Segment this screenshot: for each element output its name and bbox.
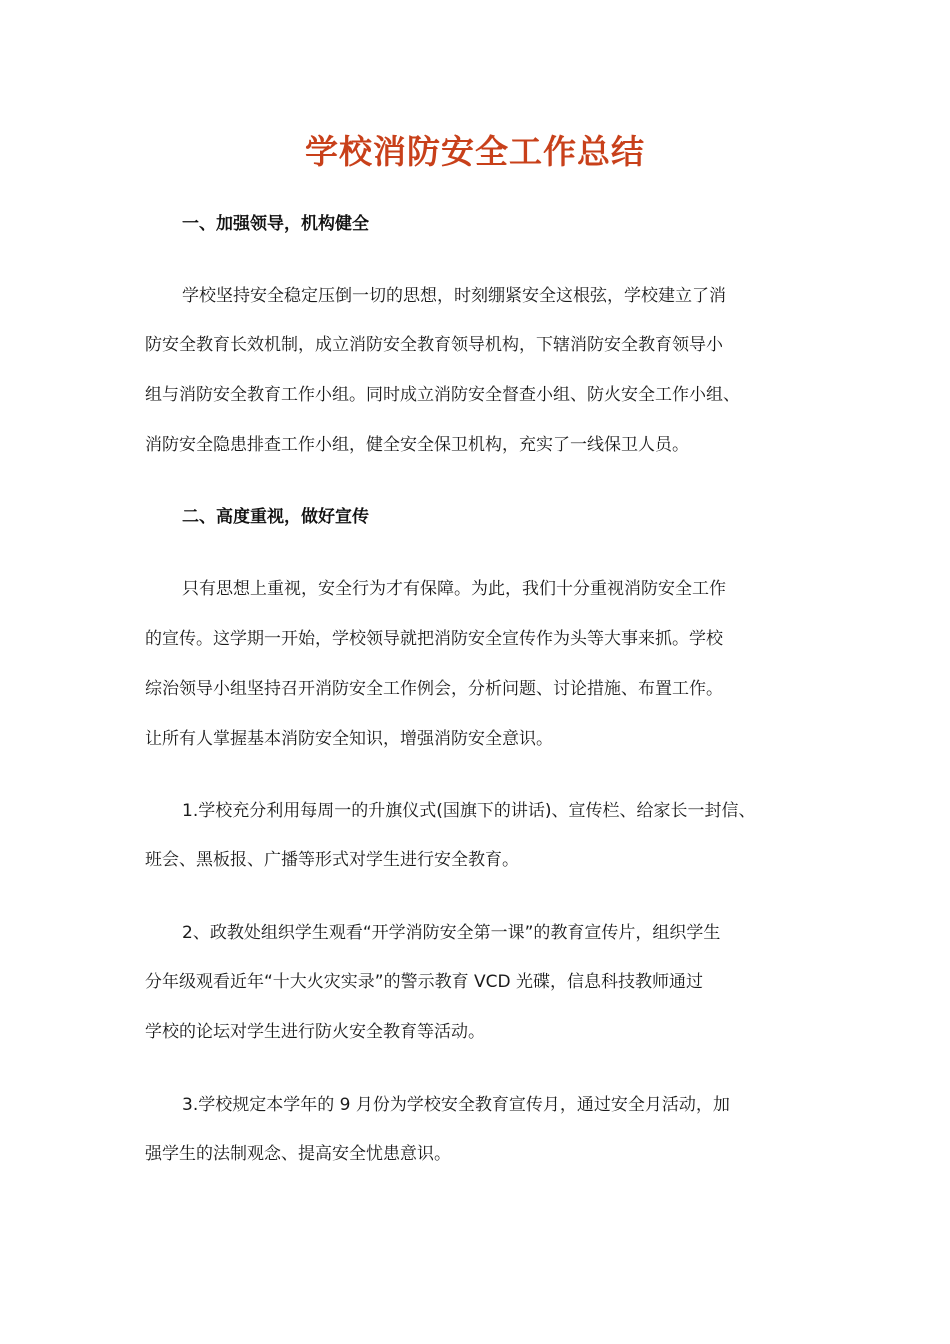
paragraph-line: 消防安全隐患排查工作小组，健全安全保卫机构，充实了一线保卫人员。 [145,435,689,455]
list-item-line: 强学生的法制观念、提高安全忧患意识。 [145,1144,451,1164]
paragraph-line: 组与消防安全教育工作小组。同时成立消防安全督查小组、防火安全工作小组、 [145,385,740,405]
list-item-line: 分年级观看近年“十大火灾实录”的警示教育 VCD 光碟，信息科技教师通过 [145,972,704,992]
paragraph-line: 只有思想上重视，安全行为才有保障。为此，我们十分重视消防安全工作 [182,579,726,599]
paragraph-line: 学校坚持安全稳定压倒一切的思想，时刻绷紧安全这根弦，学校建立了消 [182,286,726,306]
list-item-line: 3.学校规定本学年的 9 月份为学校安全教育宣传月，通过安全月活动，加 [182,1095,730,1115]
paragraph-line: 防安全教育长效机制，成立消防安全教育领导机构，下辖消防安全教育领导小 [145,335,723,355]
paragraph-line: 的宣传。这学期一开始，学校领导就把消防安全宣传作为头等大事来抓。学校 [145,629,723,649]
paragraph-line: 让所有人掌握基本消防安全知识，增强消防安全意识。 [145,729,553,749]
list-item-line: 班会、黑板报、广播等形式对学生进行安全教育。 [145,850,519,870]
list-item-line: 2、政教处组织学生观看“开学消防安全第一课”的教育宣传片，组织学生 [182,923,721,943]
section-heading-1: 一、加强领导，机构健全 [182,214,369,234]
document-title: 学校消防安全工作总结 [305,132,645,171]
paragraph-line: 综治领导小组坚持召开消防安全工作例会，分析问题、讨论措施、布置工作。 [145,679,723,699]
list-item-line: 1.学校充分利用每周一的升旗仪式(国旗下的讲话)、宣传栏、给家长一封信、 [182,801,756,821]
list-item-line: 学校的论坛对学生进行防火安全教育等活动。 [145,1022,485,1042]
section-heading-2: 二、高度重视，做好宣传 [182,507,369,527]
